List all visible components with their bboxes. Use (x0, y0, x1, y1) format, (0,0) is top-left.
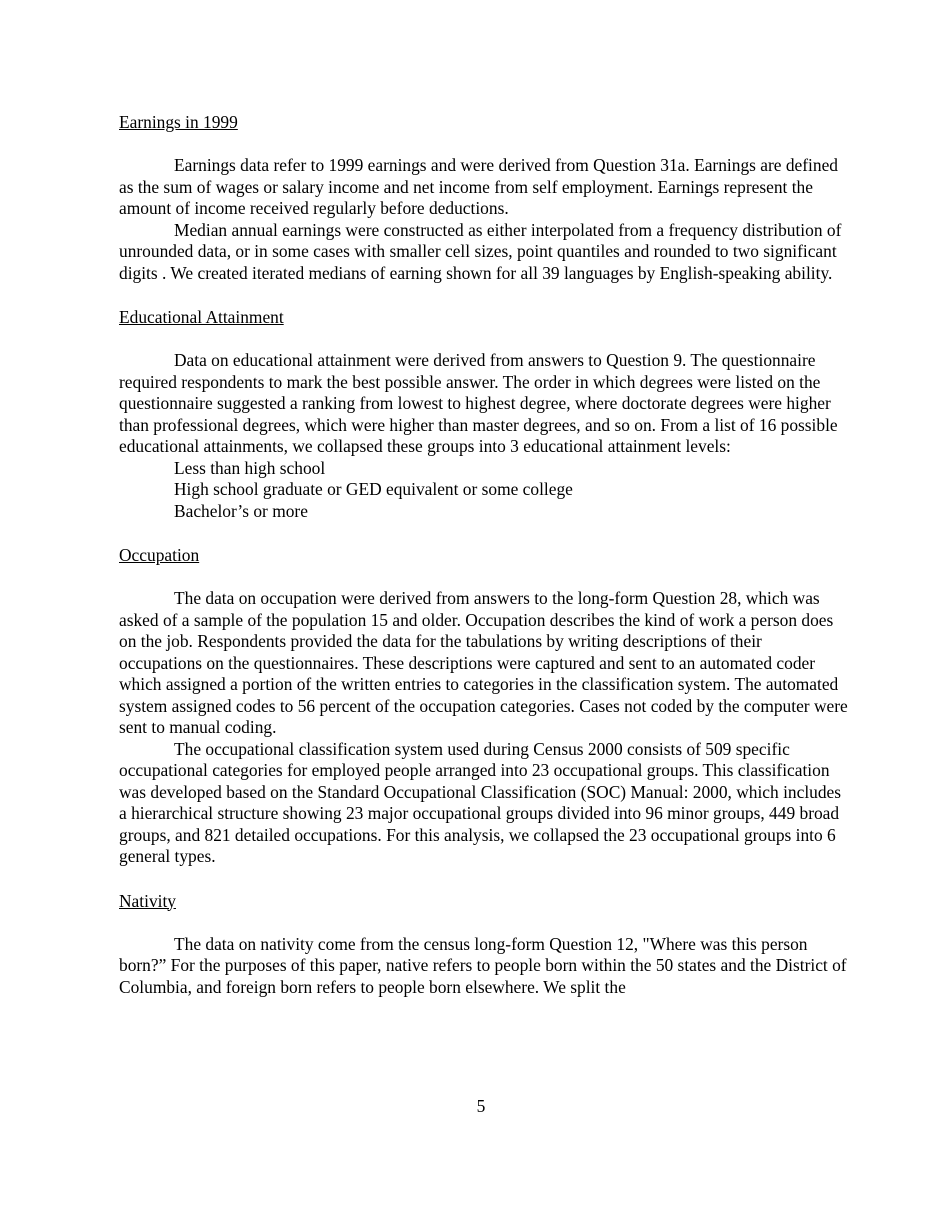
nativity-paragraph-1: The data on nativity come from the census long-form Question 12, "Where was this person born?” For the purposes of this paper, native refers to people born within the 50 states and the District of Columbia, and foreign born refers to people born elsewhere. We split the (119, 933, 847, 997)
education-level-3: Bachelor’s or more (174, 500, 308, 521)
education-heading: Educational Attainment (119, 307, 284, 327)
document-page (119, 111, 849, 998)
occupation-heading: Occupation (119, 545, 200, 565)
education-level-2: High school graduate or GED equivalent or some college (174, 479, 573, 499)
education-level-1: Less than high school (174, 457, 326, 478)
occupation-paragraph-1: The data on occupation were derived from answers to the long-form Question 28, which was asked of a sample of the population 15 and older. Occupation describes the kind of work a person does on the job. Respondents provided the data for the tabulations by writing descriptions of their occupations on the questionnaires. These descriptions were captured and sent to an automated coder which assigned a portion of the written entries to categories in the classification system. The automated system assigned codes to 56 percent of the occupation categories. Cases not coded by the computer were sent to manual coding. (119, 588, 848, 737)
earnings-paragraph-2: Median annual earnings were constructed as either interpolated from a frequency distribution of unrounded data, or in some cases with smaller cell sizes, point quantiles and rounded to two significant digits . We created iterated medians of earning shown for all 39 languages by English-speaking ability. (119, 219, 842, 283)
page-number: 5 (476, 1096, 486, 1116)
education-paragraph-1: Data on educational attainment were derived from answers to Question 9. The questionnaire required respondents to mark the best possible answer. The order in which degrees were listed on the questionnaire suggested a ranking from lowest to highest degree, where doctorate degrees were higher than professional degrees, which were higher than master degrees, and so on. From a list of 16 possible educational attainments, we collapsed these groups into 3 educational attainment levels: (119, 350, 838, 456)
occupation-paragraph-2: The occupational classification system used during Census 2000 consists of 509 specific occupational categories for employed people arranged into 23 occupational groups. This classification was developed based on the Standard Occupational Classification (SOC) Manual: 2000, which includes a hierarchical structure showing 23 major occupational groups divided into 96 minor groups, 449 broad groups, and 821 detailed occupations. For this analysis, we collapsed the 23 occupational groups into 6 general types. (119, 738, 842, 866)
earnings-paragraph-1: Earnings data refer to 1999 earnings and were derived from Question 31a. Earnings are defined as the sum of wages or salary income and net income from self employment. Earnings represent the amount of income received regularly before deductions. (119, 155, 838, 218)
earnings-heading: Earnings in 1999 (119, 112, 238, 132)
nativity-heading: Nativity (119, 890, 176, 911)
